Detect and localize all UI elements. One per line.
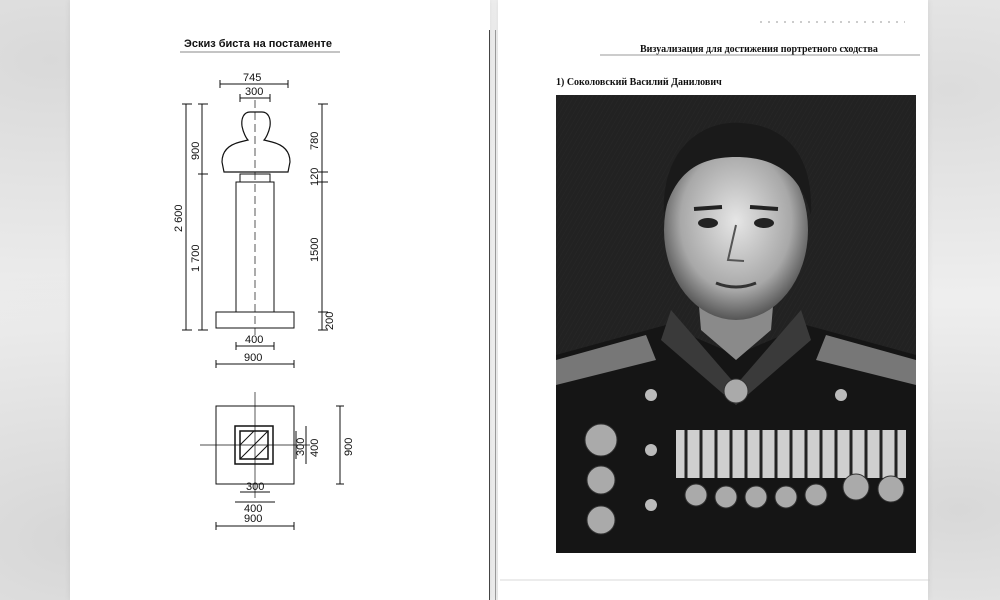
dim-pedestal-height: 1 700 bbox=[190, 244, 202, 272]
medal-ribbons bbox=[676, 430, 906, 478]
dim-base-inner: 400 bbox=[245, 334, 264, 346]
bust-shape bbox=[222, 112, 290, 172]
dim-right-base: 200 bbox=[324, 311, 336, 330]
person-label: 1) Соколовский Василий Данилович bbox=[556, 77, 722, 88]
dim-bust-height: 900 bbox=[190, 141, 202, 160]
plan-dim-bottom-outer: 900 bbox=[244, 513, 263, 525]
plan-dim-mid-label: 400 bbox=[309, 438, 321, 457]
dim-bust-width: 300 bbox=[245, 86, 264, 98]
visualization-title: Визуализация для достижения портретного сходства bbox=[640, 44, 878, 55]
dim-top-width: 745 bbox=[243, 72, 262, 84]
sketch-title: Эскиз биста на постаменте bbox=[184, 38, 333, 50]
dim-base-outer: 900 bbox=[244, 352, 263, 364]
plan-dim-outer-label: 900 bbox=[343, 437, 355, 456]
dim-right-top: 780 bbox=[309, 131, 321, 150]
dim-total-height: 2 600 bbox=[173, 204, 185, 232]
portrait-photo bbox=[556, 95, 916, 553]
dim-right-mid: 120 bbox=[309, 167, 321, 186]
dim-right-column: 1500 bbox=[309, 237, 321, 262]
plan-dim-inner-label: 300 bbox=[295, 437, 307, 456]
plan-dim-bottom-inner: 300 bbox=[246, 481, 265, 493]
plan-dim-bottom-mid: 400 bbox=[244, 503, 263, 515]
